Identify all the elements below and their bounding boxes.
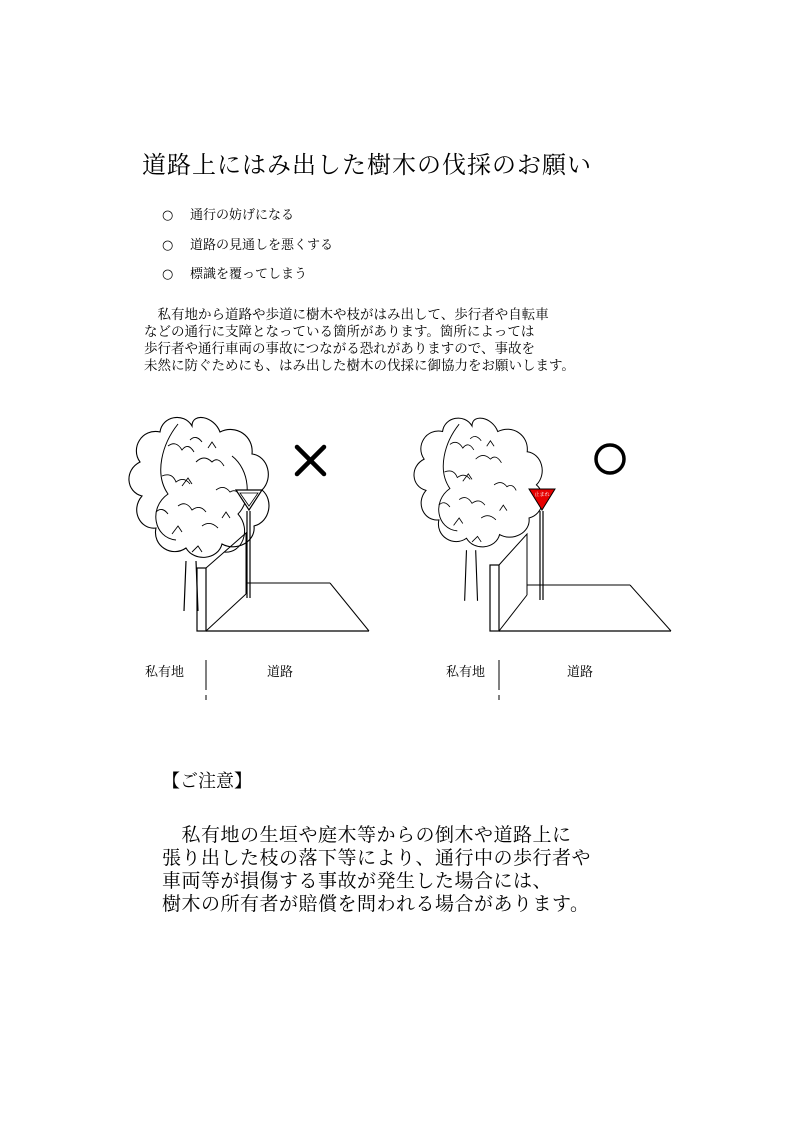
circle-bullet: ○ <box>162 238 174 253</box>
notice-line: 張り出した枝の落下等により、通行中の歩行者や <box>162 847 592 869</box>
stop-sign-icon <box>529 489 555 600</box>
intro-line: などの通行に支障となっている箇所があります。箇所によっては <box>144 324 535 340</box>
cross-icon <box>297 447 324 474</box>
bad-example-drawing <box>129 417 369 700</box>
bullet-text: 道路の見通しを悪くする <box>190 238 334 253</box>
circle-bullet: ○ <box>162 267 174 282</box>
sign-text: 止まれ <box>534 492 550 498</box>
notice-line: 私有地の生垣や庭木等からの倒木や道路上に <box>162 824 572 846</box>
intro-line: 未然に防ぐためにも、はみ出した樹木の伐採に御協力をお願いします。 <box>144 358 575 374</box>
road-label: 道路 <box>267 665 294 680</box>
stop-sign-icon <box>236 490 262 598</box>
notice-heading: 【ご注意】 <box>162 771 252 792</box>
intro-line: 歩行者や通行車両の事故につながる恐れがありますので、事故を <box>144 341 535 357</box>
fence-wall <box>197 568 206 631</box>
intro-line: 私有地から道路や歩道に樹木や枝がはみ出して、歩行者や自転車 <box>144 307 549 323</box>
tree-icon <box>414 418 543 601</box>
circle-icon <box>596 445 624 473</box>
private-land-label: 私有地 <box>145 665 185 680</box>
circle-bullet: ○ <box>162 208 174 223</box>
page-title: 道路上にはみ出した樹木の伐採のお願い <box>142 151 592 179</box>
bullet-text: 通行の妨げになる <box>190 208 295 223</box>
private-land-label: 私有地 <box>446 665 486 680</box>
road-label: 道路 <box>567 665 594 680</box>
notice-body <box>162 824 591 916</box>
fence-wall <box>490 565 499 631</box>
bullet-text: 標識を覆ってしまう <box>190 267 308 282</box>
tree-icon <box>129 417 269 611</box>
notice-line: 車両等が損傷する事故が発生した場合には、 <box>162 870 553 892</box>
good-example-drawing <box>414 418 671 700</box>
notice-line: 樹木の所有者が賠償を問われる場合があります。 <box>162 893 590 915</box>
